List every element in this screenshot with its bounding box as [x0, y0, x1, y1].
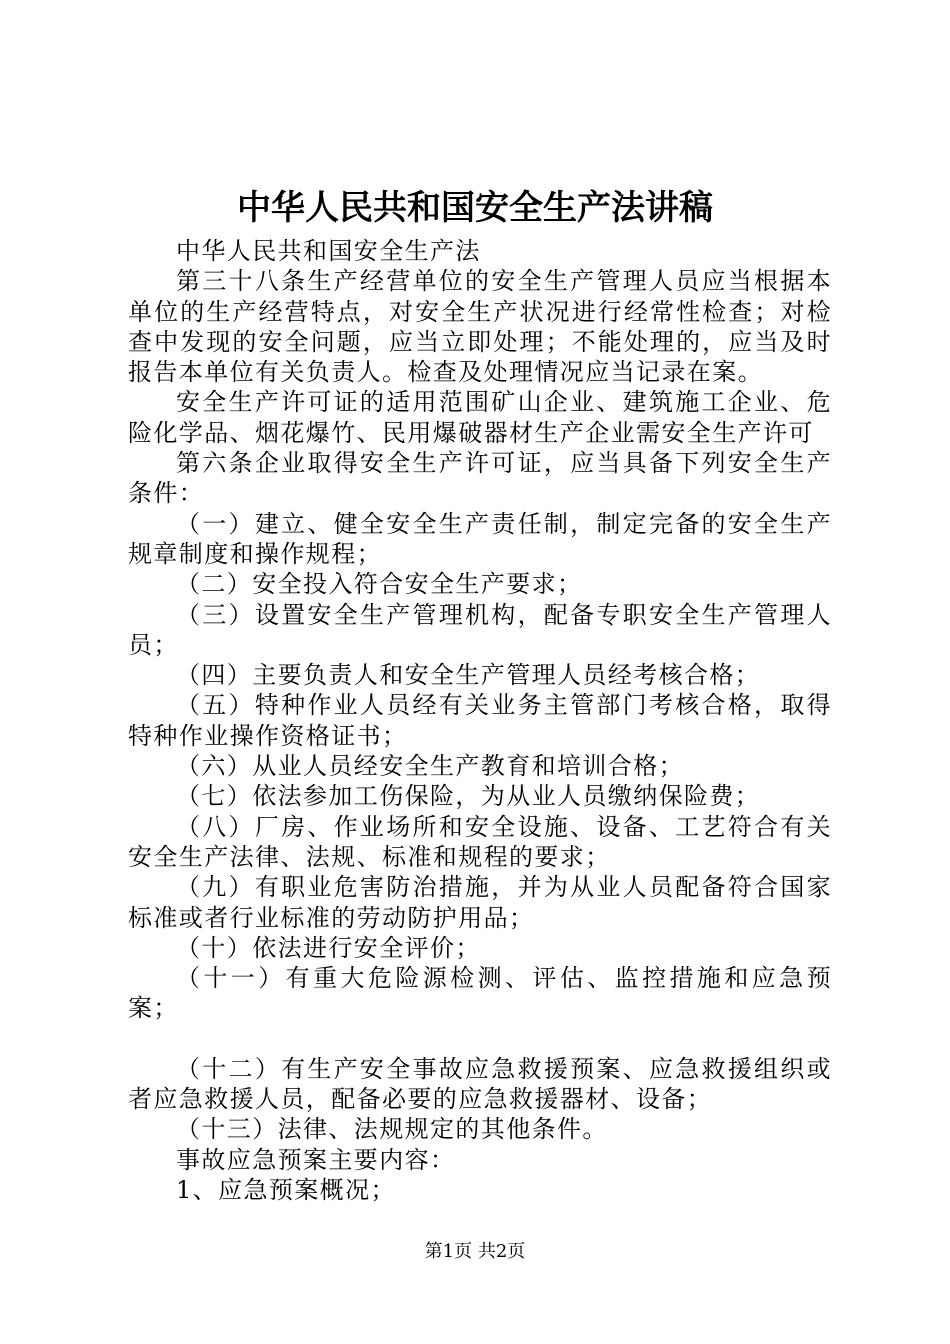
document-title: 中华人民共和国安全生产法讲稿 [237, 188, 713, 228]
list-item-condition-12: （十二）有生产安全事故应急救援预案、应急救援组织或者应急救援人员，配备必要的应急救援器材、设备； [128, 1054, 832, 1114]
list-item-condition-13: （十三）法律、法规规定的其他条件。 [176, 1115, 608, 1144]
list-item-condition-10: （十）依法进行安全评价； [176, 933, 481, 962]
page-number-footer: 第1页 共2页 [424, 1241, 526, 1262]
list-item-condition-9: （九）有职业危害防治措施，并为从业人员配备符合国家标准或者行业标准的劳动防护用品； [128, 873, 832, 932]
paragraph-emergency-plan-item-1: 1、应急预案概况； [176, 1175, 396, 1204]
paragraph-license-scope: 安全生产许可证的适用范围矿山企业、建筑施工企业、危险化学品、烟花爆竹、民用爆破器材生产企业需安全生产许可 [128, 388, 832, 447]
paragraph-article-6: 第六条企业取得安全生产许可证，应当具备下列安全生产条件： [128, 449, 832, 508]
document-body [128, 236, 832, 1205]
list-item-condition-8: （八）厂房、作业场所和安全设施、设备、工艺符合有关安全生产法律、法规、标准和规程的要求； [128, 812, 832, 871]
paragraph-emergency-plan-heading: 事故应急预案主要内容： [176, 1145, 456, 1174]
list-item-condition-11: （十一）有重大危险源检测、评估、监控措施和应急预案； [128, 964, 832, 1023]
list-item-condition-6: （六）从业人员经安全生产教育和培训合格； [176, 752, 684, 781]
list-item-condition-1: （一）建立、健全安全生产责任制，制定完备的安全生产规章制度和操作规程； [128, 509, 832, 568]
paragraph-law-name: 中华人民共和国安全生产法 [176, 237, 481, 265]
list-item-condition-4: （四）主要负责人和安全生产管理人员经考核合格； [176, 661, 761, 690]
list-item-condition-7: （七）依法参加工伤保险，为从业人员缴纳保险费； [176, 782, 761, 811]
list-item-condition-3: （三）设置安全生产管理机构，配备专职安全生产管理人员； [128, 600, 832, 659]
list-item-condition-5: （五）特种作业人员经有关业务主管部门考核合格，取得特种作业操作资格证书； [128, 691, 832, 750]
list-item-condition-2: （二）安全投入符合安全生产要求； [176, 570, 583, 599]
paragraph-article-38: 第三十八条生产经营单位的安全生产管理人员应当根据本单位的生产经营特点，对安全生产状况进行经常性检查；对检查中发现的安全问题，应当立即处理；不能处理的，应当及时报告本单位有关负责人。检查及处理情况应当记录在案。 [128, 267, 832, 387]
